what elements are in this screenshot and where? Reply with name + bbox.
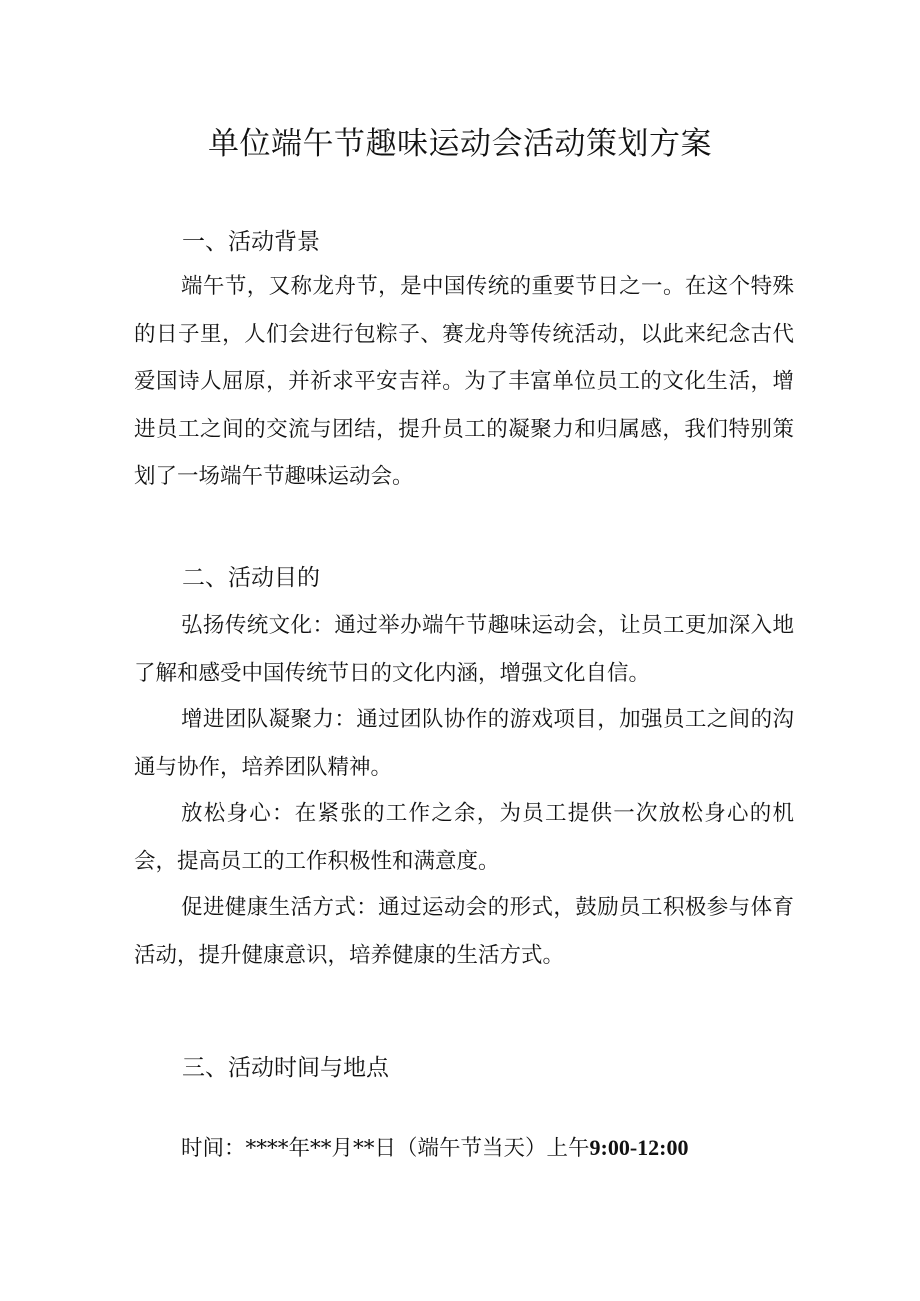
document-title: 单位端午节趣味运动会活动策划方案 xyxy=(208,126,712,162)
time-range: 9:00-12:00 xyxy=(589,1135,689,1160)
section-heading-time-place: 三、活动时间与地点 xyxy=(182,1055,389,1081)
section-heading-background: 一、活动背景 xyxy=(182,229,320,255)
paragraph-purpose-culture: 弘扬传统文化：通过举办端午节趣味运动会，让员工更加深入地了解和感受中国传统节日的文化内涵，增强文化自信。 xyxy=(134,613,794,686)
paragraph-purpose-health: 促进健康生活方式：通过运动会的形式，鼓励员工积极参与体育活动，提升健康意识，培养健康的生活方式。 xyxy=(134,895,794,968)
time-label: 时间： xyxy=(181,1136,246,1161)
event-time-line xyxy=(181,1128,689,1169)
paragraph-purpose-teamwork: 增进团队凝聚力：通过团队协作的游戏项目，加强员工之间的沟通与协作，培养团队精神。 xyxy=(134,707,794,780)
time-date: ****年**月**日（端午节当天）上午 xyxy=(245,1136,590,1161)
section-heading-purpose: 二、活动目的 xyxy=(182,565,320,591)
paragraph-background: 端午节，又称龙舟节，是中国传统的重要节日之一。在这个特殊的日子里，人们会进行包粽子、赛龙舟等传统活动，以此来纪念古代爱国诗人屈原，并祈求平安吉祥。为了丰富单位员工的文化生活，增进员工之间的交流与团结，提升员工的凝聚力和归属感，我们特别策划了一场端午节趣味运动会。 xyxy=(134,274,794,489)
paragraph-purpose-relax: 放松身心：在紧张的工作之余，为员工提供一次放松身心的机会，提高员工的工作积极性和满意度。 xyxy=(134,801,794,874)
